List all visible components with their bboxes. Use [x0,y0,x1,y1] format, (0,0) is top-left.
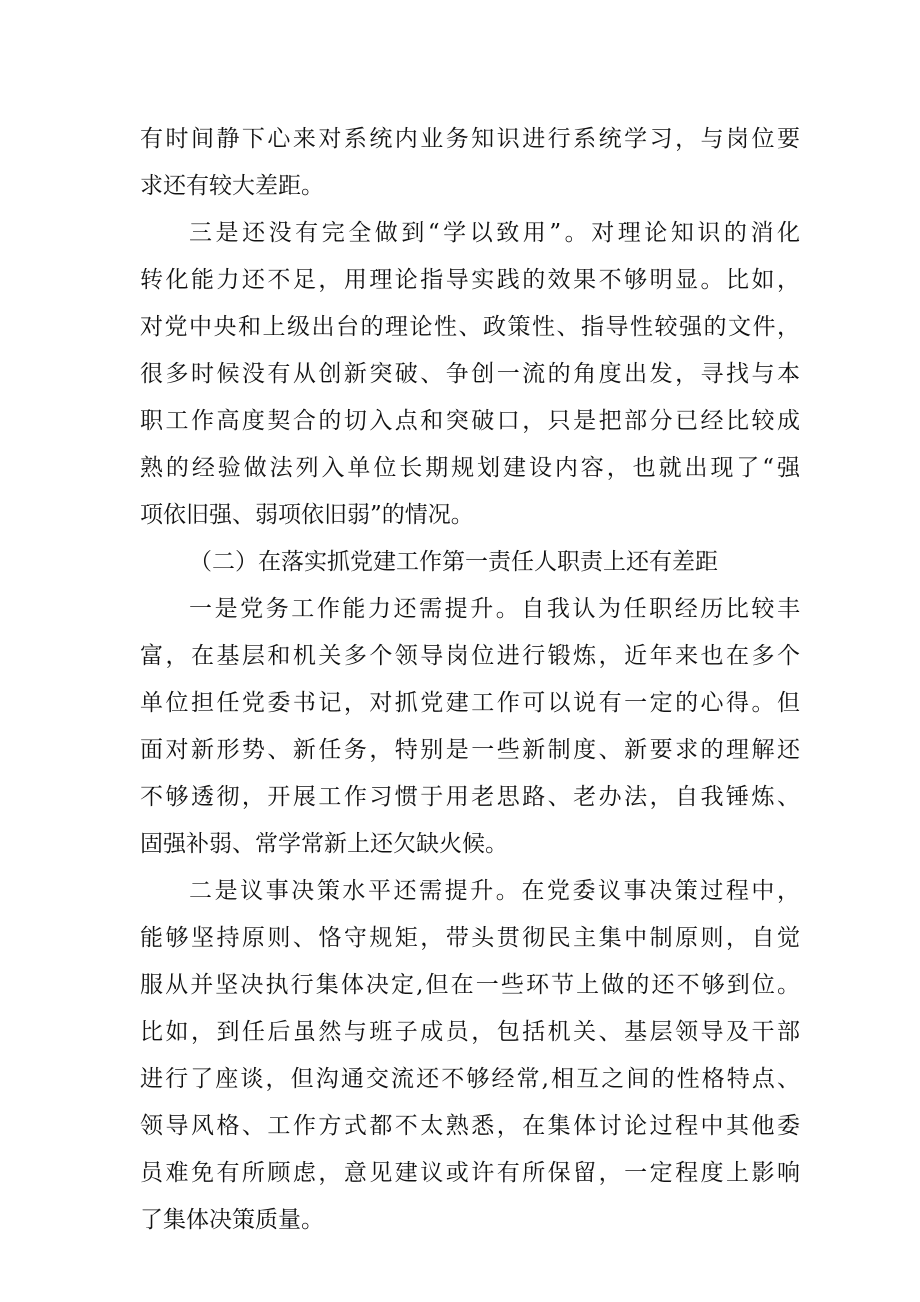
paragraph-line: 职工作高度契合的切入点和突破口，只是把部分已经比较成 [140,408,800,434]
paragraph-line: 很多时候没有从创新突破、争创一流的角度出发，寻找与本 [140,361,800,387]
paragraph-line: 项依旧强、弱项依旧弱”的情况。 [140,502,474,528]
paragraph-line: 富，在基层和机关多个领导岗位进行锻炼，近年来也在多个 [140,643,800,669]
paragraph-line: 三是还没有完全做到“学以致用”。对理论知识的消化 [189,220,800,246]
paragraph-line: 固强补弱、常学常新上还欠缺火候。 [140,831,508,857]
paragraph-line: 员难免有所顾虑，意见建议或许有所保留，一定程度上影响 [140,1160,800,1186]
paragraph-line: 有时间静下心来对系统内业务知识进行系统学习，与岗位要 [140,126,800,152]
paragraph-line: 二是议事决策水平还需提升。在党委议事决策过程中， [189,878,800,904]
paragraph-line: 服从并坚决执行集体决定,但在一些环节上做的还不够到位。 [140,972,800,998]
paragraph-line: 了集体决策质量。 [140,1207,324,1233]
paragraph-line: 一是党务工作能力还需提升。自我认为任职经历比较丰 [189,596,800,622]
paragraph-line: 单位担任党委书记，对抓党建工作可以说有一定的心得。但 [140,690,800,716]
paragraph-line: 面对新形势、新任务，特别是一些新制度、新要求的理解还 [140,737,800,763]
paragraph-line: 转化能力还不足，用理论指导实践的效果不够明显。比如， [140,267,800,293]
paragraph-line: 领导风格、工作方式都不太熟悉，在集体讨论过程中其他委 [140,1113,800,1139]
paragraph-line: 熟的经验做法列入单位长期规划建设内容，也就出现了“强 [140,455,800,481]
paragraph-line: 求还有较大差距。 [140,173,324,199]
paragraph-line: 进行了座谈，但沟通交流还不够经常,相互之间的性格特点、 [140,1066,800,1092]
section-heading: （二）在落实抓党建工作第一责任人职责上还有差距 [189,549,718,575]
paragraph-line: 不够透彻，开展工作习惯于用老思路、老办法，自我锤炼、 [140,784,800,810]
paragraph-line: 比如，到任后虽然与班子成员，包括机关、基层领导及干部 [140,1019,800,1045]
document-body [140,116,800,1244]
paragraph-line: 对党中央和上级出台的理论性、政策性、指导性较强的文件， [140,314,800,340]
paragraph-line: 能够坚持原则、恪守规矩，带头贯彻民主集中制原则，自觉 [140,925,800,951]
